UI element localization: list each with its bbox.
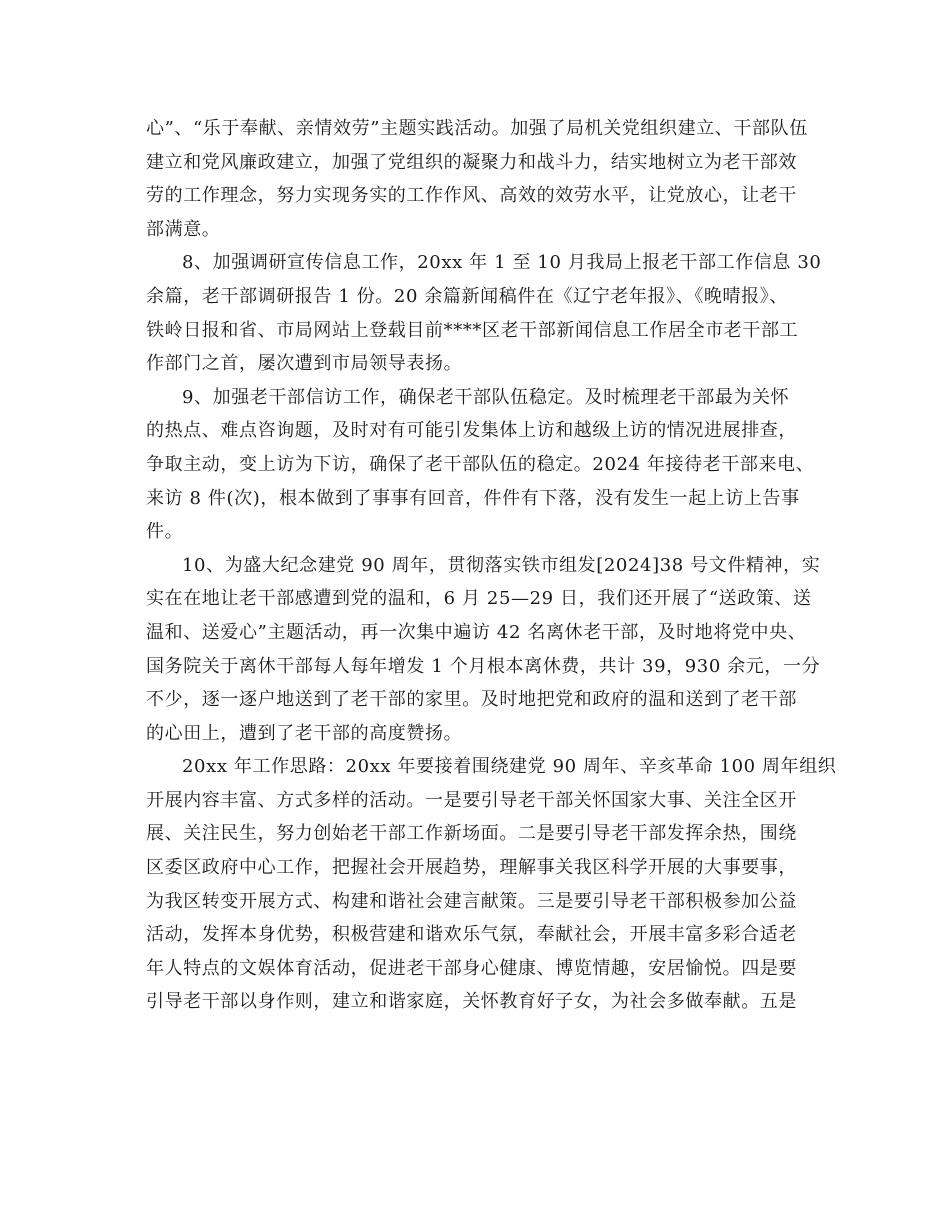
text-line: 建立和党风廉政建立，加强了党组织的凝聚力和战斗力，结实地树立为老干部效	[146, 151, 797, 173]
text-line: 实在在地让老干部感遭到党的温和，6 月 25—29 日，我们还开展了“送政策、送	[146, 588, 812, 610]
text-line: 件。	[146, 521, 184, 543]
text-line: 开展内容丰富、方式多样的活动。一是要引导老干部关怀国家大事、关注全区开	[146, 789, 797, 811]
paragraph-item-8	[146, 246, 822, 380]
paragraph-work-plan	[146, 750, 837, 1019]
text-line: 10、为盛大纪念建党 90 周年，贯彻落实铁市组发[2024]38 号文件精神，实	[182, 554, 821, 576]
text-line: 区委区政府中心工作，把握社会开展趋势，理解事关我区科学开展的大事要事，	[146, 857, 797, 879]
paragraph-item-10	[146, 549, 821, 751]
text-line: 作部门之首，屡次遭到市局领导表扬。	[146, 353, 463, 375]
text-line: 铁岭日报和省、市局网站上登载目前****区老干部新闻信息工作居全市老干部工	[146, 319, 799, 341]
text-line: 的心田上，遭到了老干部的高度赞扬。	[146, 722, 463, 744]
text-line: 9、加强老干部信访工作，确保老干部队伍稳定。及时梳理老干部最为关怀	[182, 386, 790, 408]
text-line: 20xx 年工作思路：20xx 年要接着围绕建党 90 周年、辛亥革命 100 周年组织	[182, 756, 837, 778]
text-line: 的热点、难点咨询题，及时对有可能引发集体上访和越级上访的情况进展排查，	[146, 420, 797, 442]
text-line: 展、关注民生，努力创始老干部工作新场面。二是要引导老干部发挥余热，围绕	[146, 823, 797, 845]
text-line: 温和、送爱心”主题活动，再一次集中遍访 42 名离休老干部，及时地将党中央、	[146, 621, 807, 643]
text-line: 余篇，老干部调研报告 1 份。20 余篇新闻稿件在《辽宁老年报》、《晚晴报》、	[146, 285, 788, 307]
text-line: 部满意。	[146, 218, 221, 240]
text-line: 心”、“乐于奉献、亲情效劳”主题实践活动。加强了局机关党组织建立、干部队伍	[146, 118, 808, 139]
text-line: 活动，发挥本身优势，积极营建和谐欢乐气氛，奉献社会，开展丰富多彩合适老	[146, 924, 797, 946]
text-line: 国务院关于离休干部每人每年增发 1 个月根本离休费，共计 39，930 余元，一分	[146, 655, 821, 677]
text-line: 为我区转变开展方式、构建和谐社会建言献策。三是要引导老干部积极参加公益	[146, 890, 797, 912]
paragraph-item-9	[146, 381, 815, 549]
text-line: 8、加强调研宣传信息工作，20xx 年 1 至 10 月我局上报老干部工作信息 30	[182, 252, 822, 274]
text-line: 来访 8 件(次)，根本做到了事事有回音，件件有下落，没有发生一起上访上告事	[146, 487, 800, 509]
text-line: 引导老干部以身作则，建立和谐家庭，关怀教育好子女，为社会多做奉献。五是	[146, 991, 797, 1013]
text-line: 劳的工作理念，努力实现务实的工作作风、高效的效劳水平，让党放心，让老干	[146, 185, 797, 207]
document-page	[146, 112, 837, 1019]
text-line: 年人特点的文娱体育活动，促进老干部身心健康、博览情趣，安居愉悦。四是要	[146, 957, 797, 979]
paragraph-service-activities	[146, 112, 806, 246]
text-line: 不少，逐一逐户地送到了老干部的家里。及时地把党和政府的温和送到了老干部	[146, 689, 797, 711]
text-line: 争取主动，变上访为下访，确保了老干部队伍的稳定。2024 年接待老干部来电、	[146, 453, 815, 475]
